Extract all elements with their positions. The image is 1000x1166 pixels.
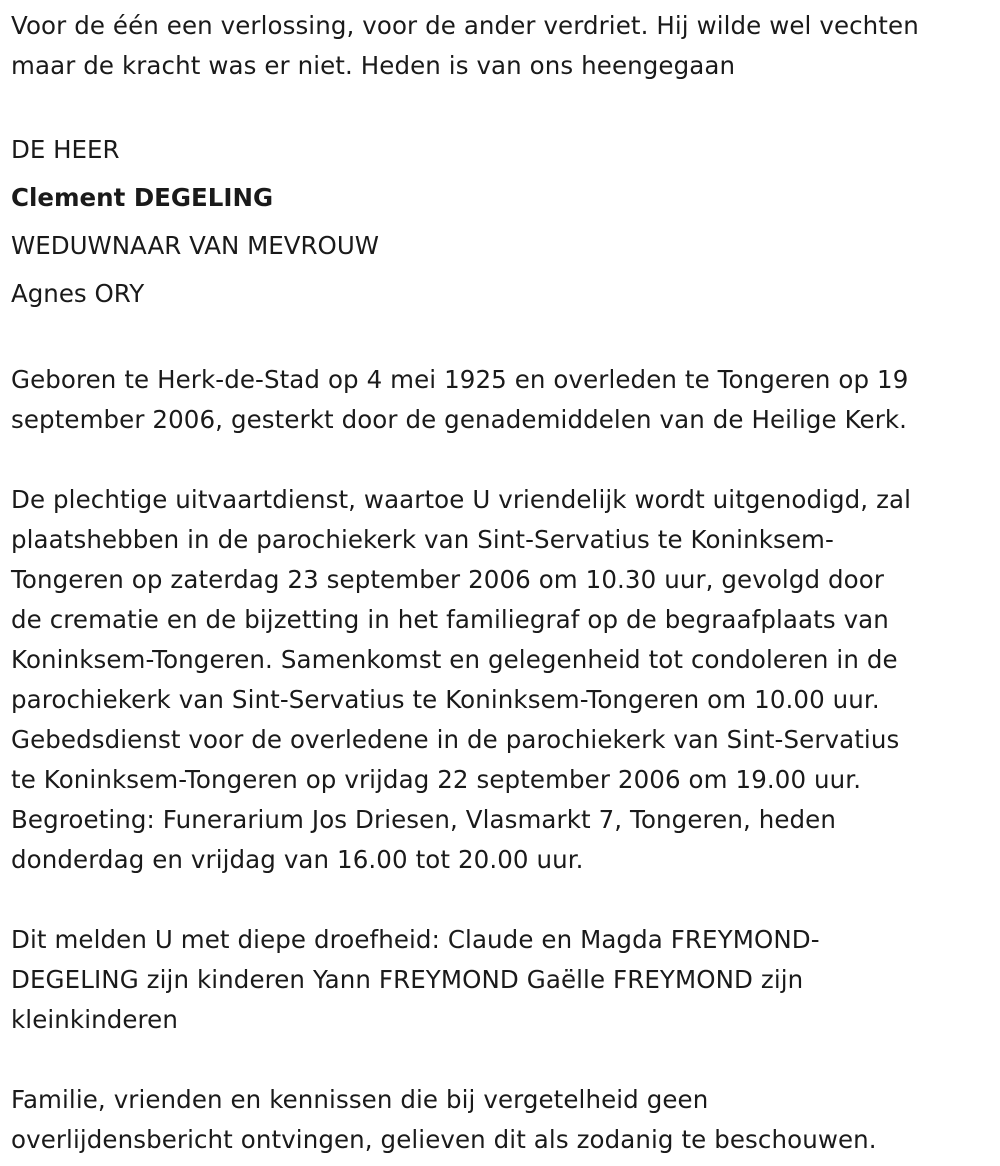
birth-death-paragraph: [11, 360, 991, 440]
spacer: [11, 86, 991, 126]
service-line: parochiekerk van Sint-Servatius te Koninksem-Tongeren om 10.00 uur.: [11, 685, 880, 714]
service-line: Tongeren op zaterdag 23 september 2006 om 10.30 uur, gevolgd door: [11, 565, 885, 594]
service-line: Begroeting: Funerarium Jos Driesen, Vlasmarkt 7, Tongeren, heden: [11, 805, 836, 834]
birth-death-line: Geboren te Herk-de-Stad op 4 mei 1925 en overleden te Tongeren op 19: [11, 365, 909, 394]
birth-death-line: september 2006, gesterkt door de genademiddelen van de Heilige Kerk.: [11, 405, 908, 434]
service-line: De plechtige uitvaartdienst, waartoe U vriendelijk wordt uitgenodigd, zal: [11, 485, 912, 514]
service-line: te Koninksem-Tongeren op vrijdag 22 september 2006 om 19.00 uur.: [11, 765, 862, 794]
deceased-title: DE HEER: [11, 135, 120, 164]
announcement-line: Dit melden U met diepe droefheid: Claude en Magda FREYMOND-: [11, 925, 820, 954]
service-paragraph: [11, 480, 991, 880]
announcement-paragraph: [11, 920, 991, 1040]
deceased-relation: WEDUWNAAR VAN MEVROUW: [11, 231, 379, 260]
service-line: de crematie en de bijzetting in het familiegraf op de begraafplaats van: [11, 605, 889, 634]
closing-line: overlijdensbericht ontvingen, gelieven dit als zodanig te beschouwen.: [11, 1125, 877, 1154]
spacer: [11, 440, 991, 480]
deceased-block: [11, 126, 991, 318]
closing-line: Familie, vrienden en kennissen die bij vergetelheid geen: [11, 1085, 709, 1114]
spacer: [11, 880, 991, 920]
intro-paragraph: [11, 6, 991, 86]
intro-line: maar de kracht was er niet. Heden is van ons heengegaan: [11, 51, 736, 80]
service-line: Koninksem-Tongeren. Samenkomst en gelegenheid tot condoleren in de: [11, 645, 898, 674]
announcement-line: DEGELING zijn kinderen Yann FREYMOND Gaëlle FREYMOND zijn: [11, 965, 804, 994]
service-line: donderdag en vrijdag van 16.00 tot 20.00 uur.: [11, 845, 584, 874]
service-line: Gebedsdienst voor de overledene in de parochiekerk van Sint-Servatius: [11, 725, 900, 754]
obituary-document: [11, 6, 991, 1160]
intro-line: Voor de één een verlossing, voor de ander verdriet. Hij wilde wel vechten: [11, 11, 919, 40]
closing-paragraph: [11, 1080, 991, 1160]
deceased-name: Clement DEGELING: [11, 183, 274, 212]
service-line: plaatshebben in de parochiekerk van Sint-Servatius te Koninksem-: [11, 525, 834, 554]
spacer: [11, 1040, 991, 1080]
announcement-line: kleinkinderen: [11, 1005, 178, 1034]
spacer: [11, 318, 991, 360]
spouse-name: Agnes ORY: [11, 279, 145, 308]
